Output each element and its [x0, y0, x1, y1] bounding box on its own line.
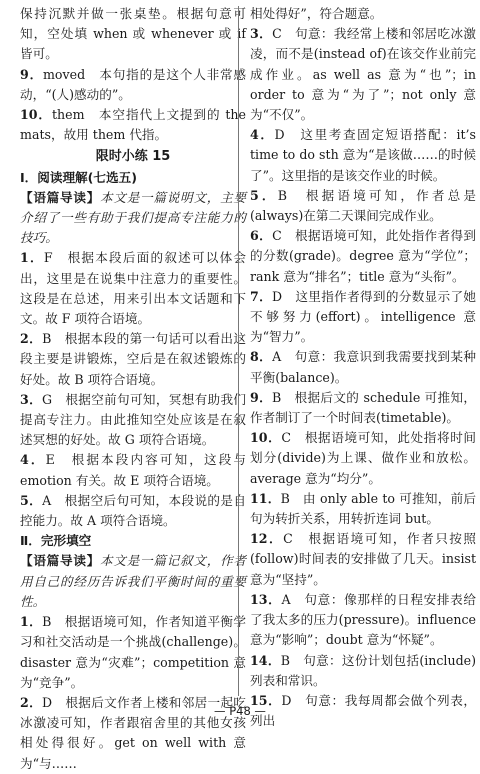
item-number: 4．: [250, 127, 275, 143]
item-number: 7．: [250, 288, 273, 304]
answer-item: [20, 612, 246, 693]
item-number: 5．: [250, 187, 278, 203]
answer-item: [20, 105, 246, 145]
item-explanation: B 根据语境可知，作者总是(always)在第二天课间完成作业。: [250, 187, 476, 224]
item-number: 1．: [20, 250, 44, 266]
answer-item: [250, 347, 476, 387]
item-number: 10．: [250, 430, 282, 446]
item-number: 14．: [250, 652, 281, 668]
item-explanation: A 句意：我意识到我需要找到某种平衡(balance)。: [250, 349, 476, 385]
item-explanation: B 句意：这份计划包括(include)列表和常识。: [250, 652, 476, 688]
answer-item: [250, 651, 476, 691]
answer-item: [250, 388, 476, 428]
item-explanation: C 根据语境可知，作者只按照(follow)时间表的安排做了几天。insist 意为“坚持”。: [250, 531, 476, 587]
item-explanation: B 由 only able to 可推知，前后句为转折关系，用转折连词 but。: [250, 490, 477, 527]
item-number: 1．: [20, 614, 43, 630]
answer-item: [20, 65, 246, 105]
item-number: 13．: [250, 591, 282, 607]
item-number: 3．: [250, 26, 273, 42]
paragraph-text: 保持沉默并做一张桌垫。根据句意可知，空处填 when 或 whenever 或 if 皆可。: [20, 6, 246, 62]
column-divider: [238, 6, 239, 696]
item-number: 6．: [250, 228, 273, 244]
item-explanation: B 根据语境可知，作者知道平衡学习和社交活动是一个挑战(challenge)。disaster 意为“灾难”；competition 意为“竞争”。: [20, 614, 246, 690]
item-explanation: D 句意：我每周都会做个列表，列出: [250, 692, 476, 729]
guide-text: 本文是一篇记叙文，作者用自己的经历告诉我们平衡时间的重要性。: [20, 553, 247, 609]
answer-item: [20, 248, 246, 329]
item-explanation: moved 本句指的是这个人非常感动，“(人)感动的”。: [20, 66, 246, 102]
item-explanation: A 句意：像那样的日程安排表给了我太多的压力(pressure)。influence 意为“影响”；doubt 意为“怀疑”。: [250, 591, 476, 648]
item-explanation: G 根据空前句可知，冥想有助我们提高专注力。由此推知空处应该是在叙述冥想的好处。故 G 项符合语境。: [20, 391, 247, 448]
item-number: 2．: [20, 694, 43, 710]
answer-item: [250, 590, 476, 651]
passage-guide: [20, 551, 246, 612]
item-number: 9．: [250, 389, 273, 405]
answer-item: [20, 390, 246, 451]
item-number: 10．: [20, 107, 52, 123]
guide-tag: 【语篇导读】: [20, 553, 101, 569]
paragraph-text: 相处得好”，符合题意。: [250, 6, 383, 21]
item-explanation: them 本空指代上文提到的 the mats，故用 them 代指。: [20, 107, 247, 143]
item-explanation: D 这里指作者得到的分数显示了她不够努力(effort)。intelligence 意为“智力”。: [250, 288, 476, 345]
item-explanation: C 根据语境可知，此处指将时间划分(divide)为上课、做作业和放松。average 意为“均分”。: [250, 430, 477, 486]
answer-item: [20, 329, 246, 390]
item-explanation: C 句意：我经常上楼和邻居吃冰激凌，而不是(instead of)在该交作业前完成作业。as well as 意为“也”；in order to 意为“为了”；not only 意为“不仅”。: [250, 26, 476, 123]
item-number: 12．: [250, 531, 284, 547]
answer-item: [250, 287, 476, 348]
item-number: 5．: [20, 492, 43, 508]
answer-item: [20, 491, 246, 531]
answer-item: [250, 226, 476, 287]
section-heading: Ⅱ．完形填空: [20, 533, 92, 549]
item-explanation: E 根据本段内容可知，这段与 emotion 有关。故 E 项符合语境。: [20, 452, 246, 488]
right-column: [250, 4, 476, 731]
item-number: 8．: [250, 349, 273, 365]
answer-item: [250, 125, 476, 186]
passage-guide: [20, 188, 246, 249]
item-number: 11．: [250, 490, 281, 506]
section-title: 限时小练 15: [95, 149, 171, 165]
item-explanation: A 根据空后句可知，本段说的是自控能力。故 A 项符合语境。: [20, 492, 246, 529]
item-explanation: B 根据后文的 schedule 可推知，作者制订了一个时间表(timetable)。: [250, 389, 476, 426]
item-number: 9．: [20, 66, 43, 82]
item-explanation: D 根据后文作者上楼和邻居一起吃冰激凌可知，作者跟宿舍里的其他女孩相处得很好。get on well with 意为“与……: [20, 694, 246, 771]
item-explanation: F 根据本段后面的叙述可以体会出，这里是在说集中注意力的重要性。这段是在总述，用来引出本文话题和下文。故 F 项符合语境。: [20, 250, 246, 327]
answer-item: [250, 24, 476, 125]
item-explanation: B 根据本段的第一句话可以看出这段主要是讲锻炼，空后是在叙述锻炼的好处。故 B 项符合语境。: [20, 331, 246, 387]
item-number: 3．: [20, 391, 43, 407]
answer-item: [250, 489, 476, 529]
answer-item: [250, 186, 476, 226]
answer-item: [250, 529, 476, 590]
guide-text: 本文是一篇说明文，主要介绍了一些有助于我们提高专注能力的技巧。: [20, 189, 247, 246]
item-number: 4．: [20, 452, 46, 468]
item-number: 2．: [20, 331, 43, 347]
section-heading: Ⅰ．阅读理解(七选五): [20, 169, 137, 185]
item-explanation: C 根据语境可知，此处指作者得到的分数(grade)。degree 意为“学位”；rank 意为“排名”；title 意为“头衔”。: [250, 228, 476, 284]
left-column: [20, 4, 246, 774]
item-explanation: D 这里考查固定短语搭配：it’s time to do sth 意为“是该做……的时候了”。这里指的是该交作业的时候。: [250, 127, 477, 183]
item-number: 15．: [250, 692, 282, 708]
page-number: — P48 —: [214, 704, 266, 718]
answer-item: [250, 428, 476, 489]
answer-item: [20, 450, 246, 490]
guide-tag: 【语篇导读】: [20, 189, 101, 205]
